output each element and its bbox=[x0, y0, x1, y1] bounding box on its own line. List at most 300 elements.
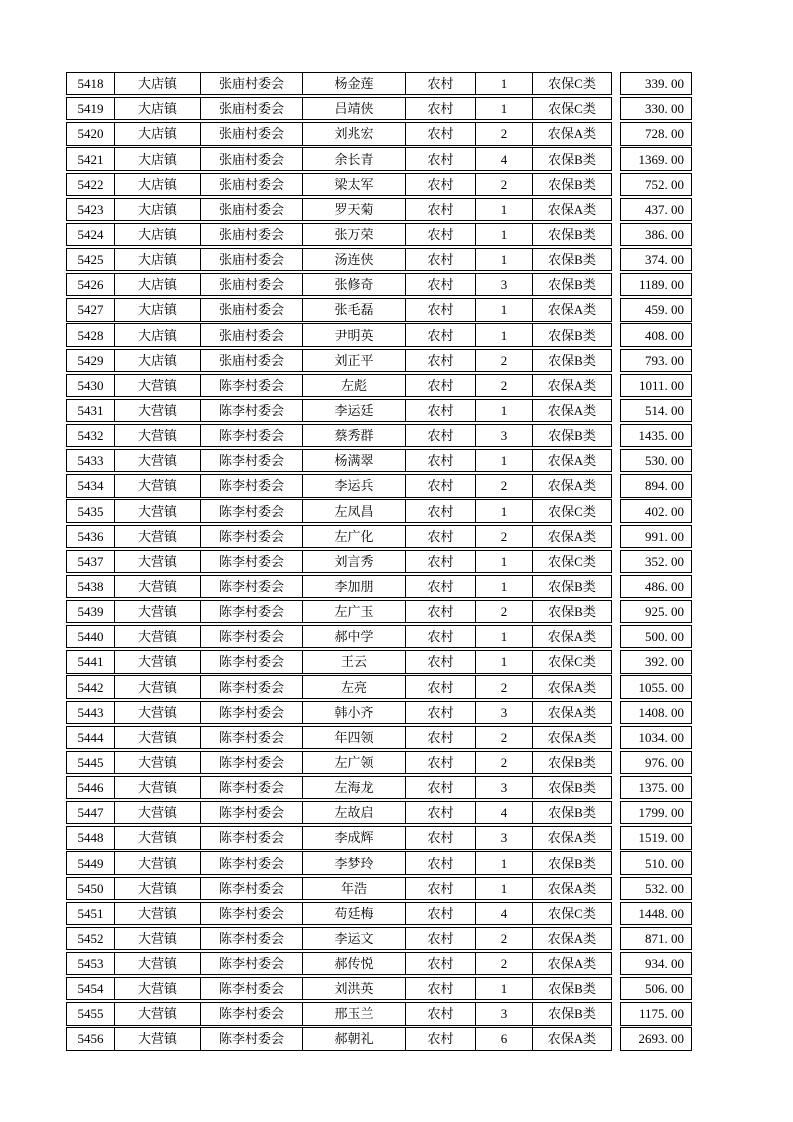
cell-insurance-class: 农保A类 bbox=[532, 475, 611, 496]
cell-town-name: 大营镇 bbox=[114, 777, 200, 798]
cell-serial-number: 5437 bbox=[77, 553, 104, 569]
cell-village-committee: 陈李村委会 bbox=[200, 953, 302, 974]
cell-serial-number: 5441 bbox=[77, 654, 104, 670]
cell-person-count: 2 bbox=[475, 174, 532, 195]
cell-insurance-class: 农保B类 bbox=[532, 350, 611, 371]
cell-amount: 392. 00 bbox=[620, 650, 692, 673]
cell-village-committee: 张庙村委会 bbox=[200, 98, 302, 119]
cell-person-count: 3 bbox=[475, 777, 532, 798]
cell-insurance-class: 农保A类 bbox=[532, 375, 611, 396]
cell-person-name: 左凤昌 bbox=[302, 500, 405, 521]
cell-person-count: 2 bbox=[475, 350, 532, 371]
cell-serial-number: 5419 bbox=[77, 101, 104, 117]
cell-person-name: 罗天菊 bbox=[302, 199, 405, 220]
cell-town-name: 大营镇 bbox=[114, 953, 200, 974]
cell-insurance-class: 农保A类 bbox=[532, 953, 611, 974]
cell-village-committee: 陈李村委会 bbox=[200, 500, 302, 521]
cell-amount: 352. 00 bbox=[620, 550, 692, 573]
cell-serial-number: 5440 bbox=[77, 629, 104, 645]
cell-insurance-class: 农保A类 bbox=[532, 400, 611, 421]
cell-person-count: 1 bbox=[475, 199, 532, 220]
cell-person-count: 1 bbox=[475, 978, 532, 999]
cell-person-name: 张修奇 bbox=[302, 274, 405, 295]
cell-town-name: 大店镇 bbox=[114, 249, 200, 270]
cell-person-name: 王云 bbox=[302, 651, 405, 672]
cell-village-committee: 陈李村委会 bbox=[200, 802, 302, 823]
table-row bbox=[66, 248, 692, 271]
cell-person-count: 6 bbox=[475, 1028, 532, 1049]
cell-insurance-class: 农保C类 bbox=[532, 551, 611, 572]
cell-insurance-class: 农保A类 bbox=[532, 702, 611, 723]
row-main-box bbox=[66, 826, 612, 849]
cell-town-name: 大店镇 bbox=[114, 98, 200, 119]
cell-residence-type: 农村 bbox=[405, 551, 475, 572]
cell-serial-number: 5454 bbox=[77, 981, 104, 997]
cell-person-name: 刘正平 bbox=[302, 350, 405, 371]
cell-person-name: 刘洪英 bbox=[302, 978, 405, 999]
cell-serial-number: 5442 bbox=[77, 679, 104, 695]
cell-insurance-class: 农保B类 bbox=[532, 752, 611, 773]
cell-insurance-class: 农保B类 bbox=[532, 148, 611, 169]
cell-amount: 2693. 00 bbox=[620, 1027, 692, 1050]
cell-town-name: 大营镇 bbox=[114, 1028, 200, 1049]
cell-town-name: 大营镇 bbox=[114, 526, 200, 547]
cell-person-count: 2 bbox=[475, 727, 532, 748]
cell-person-count: 3 bbox=[475, 425, 532, 446]
cell-person-name: 李运兵 bbox=[302, 475, 405, 496]
cell-town-name: 大营镇 bbox=[114, 651, 200, 672]
cell-person-count: 1 bbox=[475, 98, 532, 119]
cell-insurance-class: 农保C类 bbox=[532, 651, 611, 672]
cell-person-name: 李梦玲 bbox=[302, 852, 405, 873]
cell-village-committee: 陈李村委会 bbox=[200, 475, 302, 496]
cell-amount: 408. 00 bbox=[620, 323, 692, 346]
table-row bbox=[66, 927, 692, 950]
cell-village-committee: 陈李村委会 bbox=[200, 626, 302, 647]
cell-residence-type: 农村 bbox=[405, 827, 475, 848]
cell-village-committee: 陈李村委会 bbox=[200, 526, 302, 547]
row-main-box bbox=[66, 575, 612, 598]
row-main-box bbox=[66, 525, 612, 548]
cell-village-committee: 陈李村委会 bbox=[200, 651, 302, 672]
row-main-box bbox=[66, 1027, 612, 1050]
cell-serial-number: 5453 bbox=[77, 956, 104, 972]
cell-serial-number: 5451 bbox=[77, 905, 104, 921]
cell-village-committee: 陈李村委会 bbox=[200, 727, 302, 748]
cell-residence-type: 农村 bbox=[405, 450, 475, 471]
cell-person-name: 吕靖侠 bbox=[302, 98, 405, 119]
cell-residence-type: 农村 bbox=[405, 350, 475, 371]
cell-serial-number: 5445 bbox=[77, 754, 104, 770]
cell-insurance-class: 农保A类 bbox=[532, 123, 611, 144]
cell-person-name: 邢玉兰 bbox=[302, 1003, 405, 1024]
row-main-box bbox=[66, 273, 612, 296]
cell-town-name: 大营镇 bbox=[114, 852, 200, 873]
table-row bbox=[66, 374, 692, 397]
cell-person-name: 梁太军 bbox=[302, 174, 405, 195]
row-main-box bbox=[66, 223, 612, 246]
cell-serial-number: 5433 bbox=[77, 453, 104, 469]
cell-residence-type: 农村 bbox=[405, 1028, 475, 1049]
cell-amount: 374. 00 bbox=[620, 248, 692, 271]
cell-amount: 486. 00 bbox=[620, 575, 692, 598]
cell-town-name: 大店镇 bbox=[114, 148, 200, 169]
cell-insurance-class: 农保B类 bbox=[532, 249, 611, 270]
cell-village-committee: 陈李村委会 bbox=[200, 827, 302, 848]
cell-town-name: 大营镇 bbox=[114, 601, 200, 622]
cell-serial-number: 5429 bbox=[77, 352, 104, 368]
cell-person-name: 张毛磊 bbox=[302, 299, 405, 320]
cell-amount: 500. 00 bbox=[620, 625, 692, 648]
cell-residence-type: 农村 bbox=[405, 953, 475, 974]
cell-person-count: 1 bbox=[475, 400, 532, 421]
cell-residence-type: 农村 bbox=[405, 878, 475, 899]
cell-person-count: 3 bbox=[475, 1003, 532, 1024]
row-main-box bbox=[66, 650, 612, 673]
cell-serial-number: 5435 bbox=[77, 503, 104, 519]
cell-person-name: 苟廷梅 bbox=[302, 903, 405, 924]
row-main-box bbox=[66, 851, 612, 874]
table-row bbox=[66, 424, 692, 447]
table-row bbox=[66, 399, 692, 422]
cell-person-count: 1 bbox=[475, 878, 532, 899]
cell-town-name: 大营镇 bbox=[114, 676, 200, 697]
cell-residence-type: 农村 bbox=[405, 73, 475, 94]
cell-serial-number: 5431 bbox=[77, 402, 104, 418]
table-row bbox=[66, 550, 692, 573]
cell-person-count: 1 bbox=[475, 73, 532, 94]
row-main-box bbox=[66, 927, 612, 950]
table-row bbox=[66, 650, 692, 673]
cell-person-count: 1 bbox=[475, 500, 532, 521]
cell-village-committee: 张庙村委会 bbox=[200, 299, 302, 320]
cell-insurance-class: 农保B类 bbox=[532, 425, 611, 446]
cell-village-committee: 陈李村委会 bbox=[200, 601, 302, 622]
cell-person-count: 2 bbox=[475, 123, 532, 144]
cell-village-committee: 张庙村委会 bbox=[200, 174, 302, 195]
cell-town-name: 大店镇 bbox=[114, 73, 200, 94]
cell-residence-type: 农村 bbox=[405, 475, 475, 496]
cell-town-name: 大营镇 bbox=[114, 878, 200, 899]
cell-person-name: 左海龙 bbox=[302, 777, 405, 798]
cell-residence-type: 农村 bbox=[405, 928, 475, 949]
table-row bbox=[66, 525, 692, 548]
cell-insurance-class: 农保A类 bbox=[532, 626, 611, 647]
row-main-box bbox=[66, 499, 612, 522]
table-row bbox=[66, 122, 692, 145]
cell-village-committee: 陈李村委会 bbox=[200, 576, 302, 597]
cell-insurance-class: 农保A类 bbox=[532, 727, 611, 748]
cell-person-name: 左彪 bbox=[302, 375, 405, 396]
row-main-box bbox=[66, 173, 612, 196]
cell-person-name: 蔡秀群 bbox=[302, 425, 405, 446]
cell-serial-number: 5452 bbox=[77, 930, 104, 946]
cell-person-count: 1 bbox=[475, 299, 532, 320]
cell-insurance-class: 农保C类 bbox=[532, 73, 611, 94]
table-row bbox=[66, 902, 692, 925]
cell-serial-number: 5423 bbox=[77, 201, 104, 217]
cell-amount: 437. 00 bbox=[620, 198, 692, 221]
cell-residence-type: 农村 bbox=[405, 324, 475, 345]
cell-residence-type: 农村 bbox=[405, 702, 475, 723]
cell-town-name: 大店镇 bbox=[114, 123, 200, 144]
cell-residence-type: 农村 bbox=[405, 727, 475, 748]
cell-village-committee: 张庙村委会 bbox=[200, 249, 302, 270]
cell-residence-type: 农村 bbox=[405, 98, 475, 119]
table-row bbox=[66, 72, 692, 95]
cell-insurance-class: 农保A类 bbox=[532, 928, 611, 949]
cell-village-committee: 陈李村委会 bbox=[200, 702, 302, 723]
cell-serial-number: 5432 bbox=[77, 428, 104, 444]
cell-serial-number: 5450 bbox=[77, 880, 104, 896]
cell-residence-type: 农村 bbox=[405, 299, 475, 320]
cell-residence-type: 农村 bbox=[405, 978, 475, 999]
cell-town-name: 大营镇 bbox=[114, 450, 200, 471]
table-row bbox=[66, 449, 692, 472]
row-main-box bbox=[66, 600, 612, 623]
cell-town-name: 大营镇 bbox=[114, 475, 200, 496]
cell-amount: 1189. 00 bbox=[620, 273, 692, 296]
cell-person-name: 刘兆宏 bbox=[302, 123, 405, 144]
cell-person-name: 郝朝礼 bbox=[302, 1028, 405, 1049]
cell-person-count: 2 bbox=[475, 953, 532, 974]
cell-amount: 1011. 00 bbox=[620, 374, 692, 397]
cell-residence-type: 农村 bbox=[405, 375, 475, 396]
cell-amount: 728. 00 bbox=[620, 122, 692, 145]
cell-amount: 510. 00 bbox=[620, 851, 692, 874]
cell-amount: 1519. 00 bbox=[620, 826, 692, 849]
cell-insurance-class: 农保B类 bbox=[532, 224, 611, 245]
cell-insurance-class: 农保A类 bbox=[532, 878, 611, 899]
cell-town-name: 大营镇 bbox=[114, 500, 200, 521]
cell-amount: 976. 00 bbox=[620, 751, 692, 774]
row-main-box bbox=[66, 1002, 612, 1025]
cell-town-name: 大店镇 bbox=[114, 274, 200, 295]
cell-serial-number: 5439 bbox=[77, 604, 104, 620]
row-main-box bbox=[66, 952, 612, 975]
table-row bbox=[66, 625, 692, 648]
cell-amount: 1799. 00 bbox=[620, 801, 692, 824]
cell-person-name: 刘言秀 bbox=[302, 551, 405, 572]
cell-residence-type: 农村 bbox=[405, 249, 475, 270]
cell-insurance-class: 农保A类 bbox=[532, 450, 611, 471]
cell-amount: 752. 00 bbox=[620, 173, 692, 196]
cell-village-committee: 张庙村委会 bbox=[200, 148, 302, 169]
cell-insurance-class: 农保C类 bbox=[532, 500, 611, 521]
cell-town-name: 大营镇 bbox=[114, 626, 200, 647]
row-main-box bbox=[66, 298, 612, 321]
cell-person-name: 年浩 bbox=[302, 878, 405, 899]
cell-person-name: 李成辉 bbox=[302, 827, 405, 848]
cell-serial-number: 5449 bbox=[77, 855, 104, 871]
cell-town-name: 大营镇 bbox=[114, 551, 200, 572]
cell-village-committee: 张庙村委会 bbox=[200, 350, 302, 371]
cell-village-committee: 陈李村委会 bbox=[200, 878, 302, 899]
cell-person-name: 汤连侠 bbox=[302, 249, 405, 270]
cell-town-name: 大营镇 bbox=[114, 727, 200, 748]
cell-village-committee: 陈李村委会 bbox=[200, 1028, 302, 1049]
cell-town-name: 大店镇 bbox=[114, 350, 200, 371]
cell-village-committee: 陈李村委会 bbox=[200, 777, 302, 798]
table-row bbox=[66, 977, 692, 1000]
cell-insurance-class: 农保B类 bbox=[532, 777, 611, 798]
table-row bbox=[66, 1002, 692, 1025]
cell-residence-type: 农村 bbox=[405, 425, 475, 446]
cell-town-name: 大店镇 bbox=[114, 299, 200, 320]
cell-insurance-class: 农保A类 bbox=[532, 676, 611, 697]
cell-person-name: 杨金莲 bbox=[302, 73, 405, 94]
cell-person-name: 韩小齐 bbox=[302, 702, 405, 723]
cell-person-count: 1 bbox=[475, 576, 532, 597]
cell-insurance-class: 农保A类 bbox=[532, 526, 611, 547]
cell-serial-number: 5444 bbox=[77, 729, 104, 745]
cell-amount: 530. 00 bbox=[620, 449, 692, 472]
cell-village-committee: 张庙村委会 bbox=[200, 73, 302, 94]
cell-serial-number: 5418 bbox=[77, 76, 104, 92]
table-row bbox=[66, 1027, 692, 1050]
cell-village-committee: 陈李村委会 bbox=[200, 676, 302, 697]
table-row bbox=[66, 877, 692, 900]
cell-insurance-class: 农保C类 bbox=[532, 98, 611, 119]
table-row bbox=[66, 826, 692, 849]
cell-village-committee: 陈李村委会 bbox=[200, 852, 302, 873]
cell-person-count: 2 bbox=[475, 676, 532, 697]
row-main-box bbox=[66, 726, 612, 749]
cell-person-count: 1 bbox=[475, 651, 532, 672]
cell-amount: 925. 00 bbox=[620, 600, 692, 623]
cell-person-name: 杨满翠 bbox=[302, 450, 405, 471]
cell-person-count: 4 bbox=[475, 903, 532, 924]
cell-person-count: 4 bbox=[475, 148, 532, 169]
cell-person-count: 1 bbox=[475, 551, 532, 572]
cell-serial-number: 5430 bbox=[77, 377, 104, 393]
cell-person-count: 1 bbox=[475, 626, 532, 647]
row-main-box bbox=[66, 449, 612, 472]
cell-person-name: 年四领 bbox=[302, 727, 405, 748]
cell-person-name: 余长青 bbox=[302, 148, 405, 169]
row-main-box bbox=[66, 147, 612, 170]
row-main-box bbox=[66, 701, 612, 724]
cell-amount: 532. 00 bbox=[620, 877, 692, 900]
row-main-box bbox=[66, 424, 612, 447]
cell-residence-type: 农村 bbox=[405, 174, 475, 195]
cell-serial-number: 5446 bbox=[77, 780, 104, 796]
cell-residence-type: 农村 bbox=[405, 148, 475, 169]
row-main-box bbox=[66, 97, 612, 120]
cell-amount: 793. 00 bbox=[620, 349, 692, 372]
row-main-box bbox=[66, 675, 612, 698]
cell-person-count: 2 bbox=[475, 375, 532, 396]
cell-amount: 1375. 00 bbox=[620, 776, 692, 799]
cell-insurance-class: 农保B类 bbox=[532, 174, 611, 195]
table-row bbox=[66, 273, 692, 296]
cell-amount: 506. 00 bbox=[620, 977, 692, 1000]
cell-person-name: 郝中学 bbox=[302, 626, 405, 647]
cell-residence-type: 农村 bbox=[405, 752, 475, 773]
cell-person-count: 2 bbox=[475, 475, 532, 496]
table-row bbox=[66, 223, 692, 246]
cell-person-name: 张万荣 bbox=[302, 224, 405, 245]
cell-serial-number: 5434 bbox=[77, 478, 104, 494]
cell-village-committee: 陈李村委会 bbox=[200, 903, 302, 924]
cell-town-name: 大营镇 bbox=[114, 576, 200, 597]
row-main-box bbox=[66, 122, 612, 145]
cell-residence-type: 农村 bbox=[405, 526, 475, 547]
cell-village-committee: 陈李村委会 bbox=[200, 1003, 302, 1024]
cell-insurance-class: 农保A类 bbox=[532, 199, 611, 220]
table-row bbox=[66, 147, 692, 170]
cell-amount: 1408. 00 bbox=[620, 701, 692, 724]
row-main-box bbox=[66, 72, 612, 95]
cell-residence-type: 农村 bbox=[405, 123, 475, 144]
cell-town-name: 大营镇 bbox=[114, 903, 200, 924]
cell-person-name: 左亮 bbox=[302, 676, 405, 697]
cell-insurance-class: 农保B类 bbox=[532, 576, 611, 597]
cell-person-count: 4 bbox=[475, 802, 532, 823]
cell-serial-number: 5420 bbox=[77, 126, 104, 142]
cell-amount: 934. 00 bbox=[620, 952, 692, 975]
cell-person-name: 左广玉 bbox=[302, 601, 405, 622]
cell-village-committee: 陈李村委会 bbox=[200, 450, 302, 471]
table-row bbox=[66, 499, 692, 522]
cell-person-count: 1 bbox=[475, 324, 532, 345]
cell-residence-type: 农村 bbox=[405, 601, 475, 622]
cell-amount: 1055. 00 bbox=[620, 675, 692, 698]
table-row bbox=[66, 851, 692, 874]
row-main-box bbox=[66, 248, 612, 271]
cell-amount: 459. 00 bbox=[620, 298, 692, 321]
cell-residence-type: 农村 bbox=[405, 400, 475, 421]
cell-town-name: 大店镇 bbox=[114, 324, 200, 345]
cell-person-count: 2 bbox=[475, 526, 532, 547]
cell-insurance-class: 农保B类 bbox=[532, 274, 611, 295]
cell-person-name: 左广领 bbox=[302, 752, 405, 773]
row-main-box bbox=[66, 198, 612, 221]
cell-amount: 514. 00 bbox=[620, 399, 692, 422]
table-row bbox=[66, 675, 692, 698]
cell-person-name: 李运文 bbox=[302, 928, 405, 949]
cell-town-name: 大营镇 bbox=[114, 752, 200, 773]
cell-residence-type: 农村 bbox=[405, 274, 475, 295]
cell-person-name: 李加朋 bbox=[302, 576, 405, 597]
row-main-box bbox=[66, 776, 612, 799]
cell-person-count: 1 bbox=[475, 450, 532, 471]
cell-town-name: 大营镇 bbox=[114, 400, 200, 421]
table-row bbox=[66, 726, 692, 749]
cell-insurance-class: 农保B类 bbox=[532, 1003, 611, 1024]
cell-town-name: 大店镇 bbox=[114, 224, 200, 245]
table-row bbox=[66, 198, 692, 221]
cell-insurance-class: 农保B类 bbox=[532, 601, 611, 622]
row-main-box bbox=[66, 550, 612, 573]
cell-person-name: 尹明英 bbox=[302, 324, 405, 345]
cell-serial-number: 5424 bbox=[77, 226, 104, 242]
cell-person-name: 左广化 bbox=[302, 526, 405, 547]
cell-serial-number: 5425 bbox=[77, 252, 104, 268]
row-main-box bbox=[66, 374, 612, 397]
cell-village-committee: 陈李村委会 bbox=[200, 400, 302, 421]
row-main-box bbox=[66, 399, 612, 422]
cell-serial-number: 5421 bbox=[77, 151, 104, 167]
cell-town-name: 大营镇 bbox=[114, 702, 200, 723]
cell-serial-number: 5436 bbox=[77, 528, 104, 544]
cell-town-name: 大营镇 bbox=[114, 802, 200, 823]
cell-person-count: 2 bbox=[475, 601, 532, 622]
cell-village-committee: 陈李村委会 bbox=[200, 978, 302, 999]
cell-village-committee: 张庙村委会 bbox=[200, 324, 302, 345]
table-row bbox=[66, 575, 692, 598]
table-row bbox=[66, 298, 692, 321]
